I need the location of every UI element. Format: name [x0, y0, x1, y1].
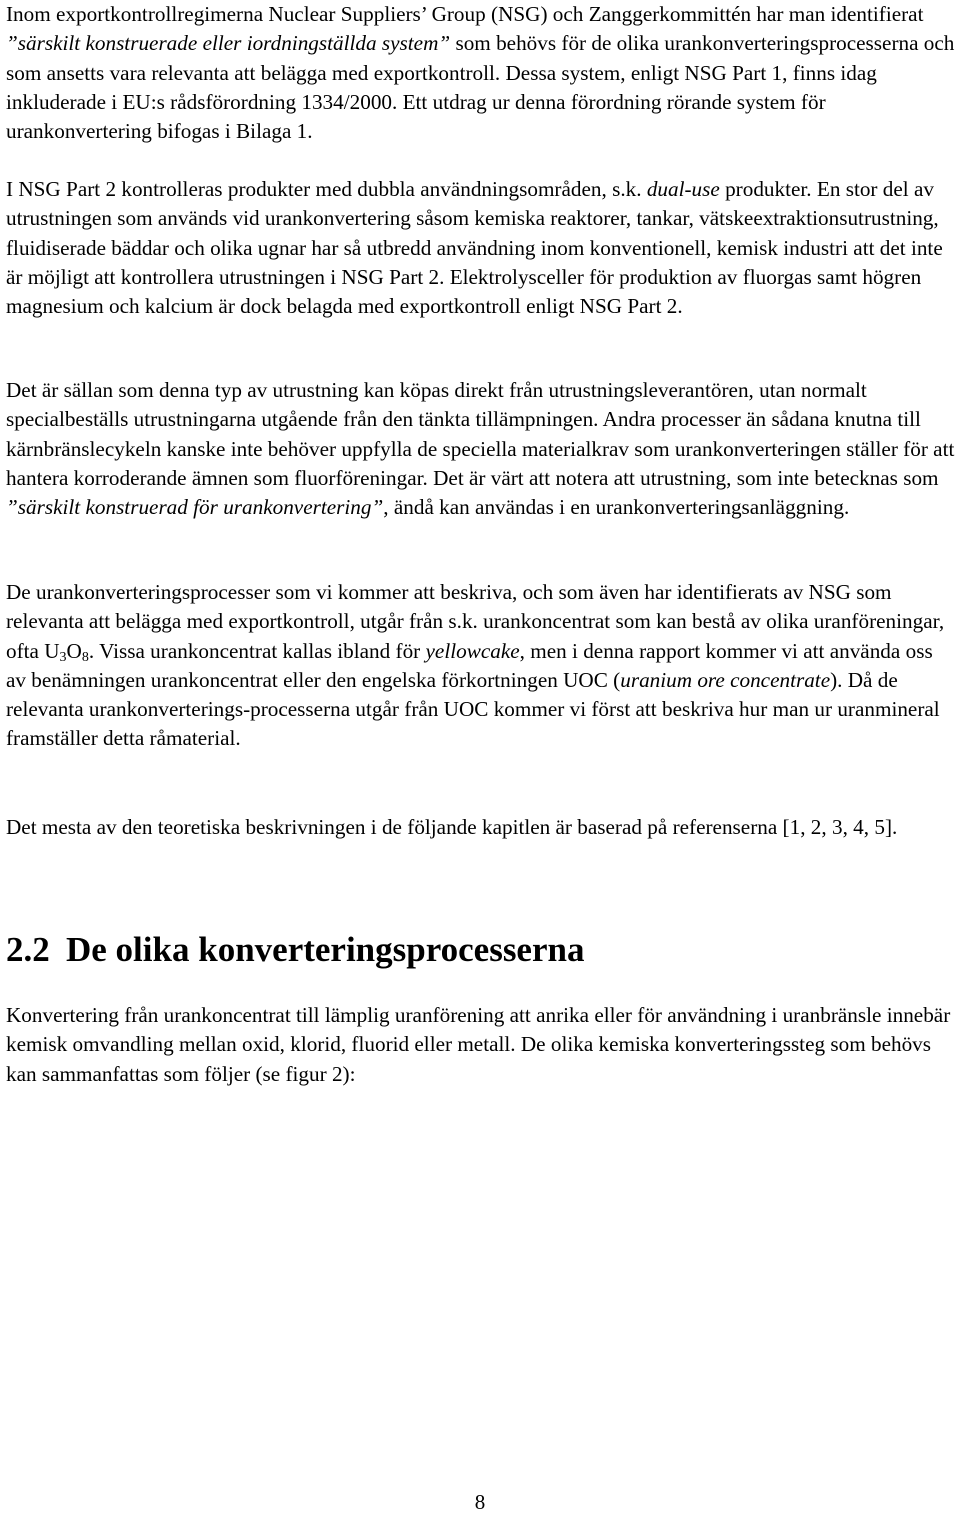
- paragraph-text: I NSG Part 2 kontrolleras produkter med dubbla användningsområden, s.k.: [6, 177, 647, 201]
- paragraph-text: som behövs för de olika urankonverteringsprocesserna och som ansetts vara relevanta att belägga med exportkontroll. Dessa system, enligt NSG Part 1, finns idag inkluderade i EU:s rådsförordning 1334/2000. Ett utdrag ur denna förordning rörande system för urankonvertering bifogas i Bilaga 1.: [6, 31, 955, 144]
- paragraph-text: Det är sällan som denna typ av utrustning kan köpas direkt från utrustningsleverantören, utan normalt specialbeställs utrustningarna utgående från den tänkta tillämpningen. Andra processer än sådana knutna till kärnbränslecykeln kanske inte behöver uppfylla de speciella materialkrav som urankonverteringen ställer för att hantera korroderande ämnen som fluorföreningar. Det är värt att notera att utrustning, som inte betecknas som: [6, 378, 955, 490]
- section-title: De olika konverteringsprocesserna: [66, 930, 585, 969]
- paragraph-dual-use: [6, 175, 956, 321]
- paragraph-export-control-regimes: [6, 0, 956, 146]
- paragraph-text: Konvertering från urankoncentrat till lämplig uranförening att anrika eller för användning i uranbränsle innebär kemisk omvandling mellan oxid, klorid, fluorid eller metall. De olika kemiska konverteringssteg som behövs kan sammanfattas som följer (se figur 2):: [6, 1003, 951, 1086]
- emphasis-text: yellowcake: [425, 638, 520, 663]
- paragraph-uranium-concentrate: [6, 578, 956, 754]
- paragraph-text: , men i denna rapport kommer vi att använda oss av benämningen urankoncentrat eller den engelska förkortningen UOC (: [6, 638, 933, 692]
- paragraph-conversion-intro: [6, 1001, 956, 1089]
- paragraph-text: O: [66, 638, 82, 663]
- page-number: 8: [474, 1490, 486, 1514]
- paragraph-text: Det mesta av den teoretiska beskrivningen i de följande kapitlen är baserad på referenserna [1, 2, 3, 4, 5].: [6, 815, 898, 839]
- emphasis-text: uranium ore concentrate: [620, 667, 831, 692]
- emphasis-text: ”särskilt konstruerade eller iordningställda system”: [6, 31, 451, 56]
- paragraph-references: [6, 813, 956, 842]
- paragraph-equipment-procurement: [6, 376, 956, 522]
- emphasis-text: dual-use: [646, 177, 720, 201]
- subscript-text: 3: [59, 649, 67, 665]
- paragraph-text: . Vissa urankoncentrat kallas ibland för: [88, 638, 426, 663]
- paragraph-text: Inom exportkontrollregimerna Nuclear Suppliers’ Group (NSG) och Zanggerkommittén har man identifierat: [6, 2, 924, 26]
- paragraph-text: De urankonverteringsprocesser som vi kommer att beskriva, och som även har identifierats av NSG som relevanta att belägga med exportkontroll, utgår från s.k. urankoncentrat som kan bestå av olika uranföreningar, ofta U: [6, 580, 945, 663]
- emphasis-text: ”särskilt konstruerad för urankonvertering”: [6, 495, 384, 520]
- paragraph-text: ). Då de relevanta urankonverterings-processerna utgår från UOC kommer vi först att beskriva hur man ur uranmineral framställer detta råmaterial.: [6, 667, 940, 751]
- paragraph-text: produkter. En stor del av utrustningen som används vid urankonvertering såsom kemiska reaktorer, tankar, vätskeextraktionsutrustning, fluidiserade bäddar och olika ugnar har så utbredd användning inom konventionell, kemisk industri att det inte är möjligt att kontrollera utrustningen i NSG Part 2. Elektrolysceller för produktion av fluorgas samt högren magnesium och kalcium är dock belagda med exportkontroll enligt NSG Part 2.: [6, 177, 943, 319]
- paragraph-text: , ändå kan användas i en urankonverteringsanläggning.: [383, 495, 850, 520]
- subscript-text: 8: [81, 649, 89, 665]
- section-number: 2.2: [6, 930, 50, 969]
- section-heading: [6, 928, 584, 972]
